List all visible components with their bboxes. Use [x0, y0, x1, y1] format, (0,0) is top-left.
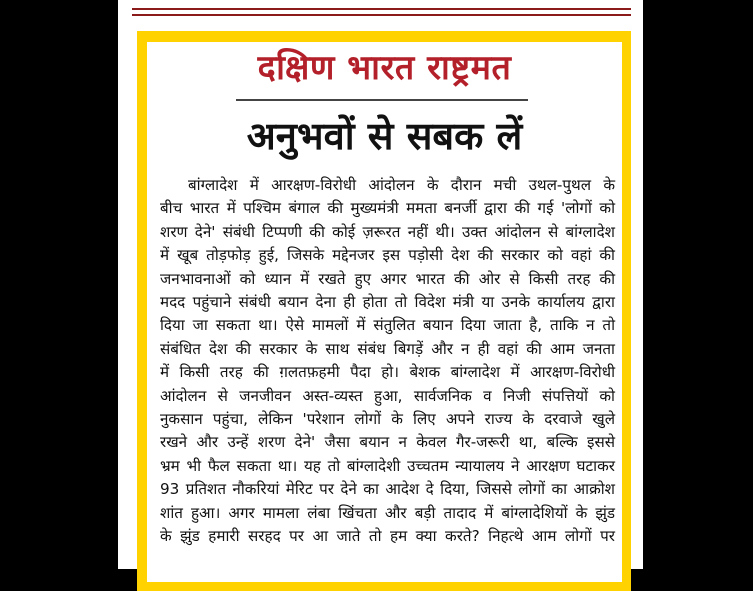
article-line: 93 प्रतिशत नौकरियां मेरिट पर देने का आदेश दे दिया, जिससे लोगों का आक्रोश [160, 480, 615, 499]
article-line: आंदोलन से जनजीवन अस्त-व्यस्त हुआ, सार्वजनिक व निजी संपत्तियों को [160, 386, 615, 405]
article-line: शांत हुआ। अगर मामला लंबा खिंचता और बड़ी तादाद में बांग्लादेशियों के झुंड [160, 503, 615, 522]
article-line: भ्रम भी फैल सकता था। यह तो बांग्लादेशी उच्चतम न्यायालय ने आरक्षण घटाकर [160, 456, 615, 475]
article-line: रखने और उन्हें शरण देने' जैसा बयान न केवल गैर-जरूरी था, बल्कि इससे [160, 433, 615, 452]
article-line: संबंधित देश की सरकार के साथ संबंध बिगड़ें और न ही वहां की आम जनता [160, 339, 615, 358]
article-line: में किसी तरह की ग़लतफ़हमी पैदा हो। बेशक बांग्लादेश में आरक्षण-विरोधी [160, 363, 615, 382]
article-line: में खूब तोड़फोड़ हुई, जिसके मद्देनजर इस पड़ोसी देश की सरकार को वहां की [160, 246, 615, 265]
top-rule-secondary [132, 14, 631, 16]
article-line: बांग्लादेश में आरक्षण-विरोधी आंदोलन के दौरान मची उथल-पुथल के [188, 176, 615, 194]
headline-divider [236, 99, 528, 101]
article-line: जनभावनाओं को ध्यान में रखते हुए अगर भारत की ओर से किसी तरह की [160, 269, 615, 288]
article-body [160, 174, 615, 549]
masthead-title: दक्षिण भारत राष्ट्रमत [257, 48, 512, 88]
article-line: दिया जा सकता था। ऐसे मामलों में संतुलित बयान दिया जाता है, ताकि न तो [160, 316, 615, 335]
headline: अनुभवों से सबक लें [246, 114, 523, 158]
article-line: नुकसान पहुंचा, लेकिन 'परेशान लोगों के लिए अपने राज्य के दरवाजे खुले [160, 410, 615, 429]
article-line: मदद पहुंचाने संबंधी बयान देना ही होता तो विदेश मंत्री या उनके कार्यालय द्वारा [160, 293, 615, 312]
article-line: के झुंड हमारी सरहद पर आ जाते तो हम क्या करते? निहत्थे आम लोगों पर [160, 527, 615, 546]
top-rule [132, 8, 631, 10]
article-line: बीच भारत में पश्चिम बंगाल की मुख्यमंत्री ममता बनर्जी द्वारा की गई 'लोगों को [160, 199, 615, 218]
article-line: शरण देने' संबंधी टिप्पणी की कोई ज़रूरत नहीं थी। उक्त आंदोलन से बांग्लादेश [160, 222, 615, 241]
